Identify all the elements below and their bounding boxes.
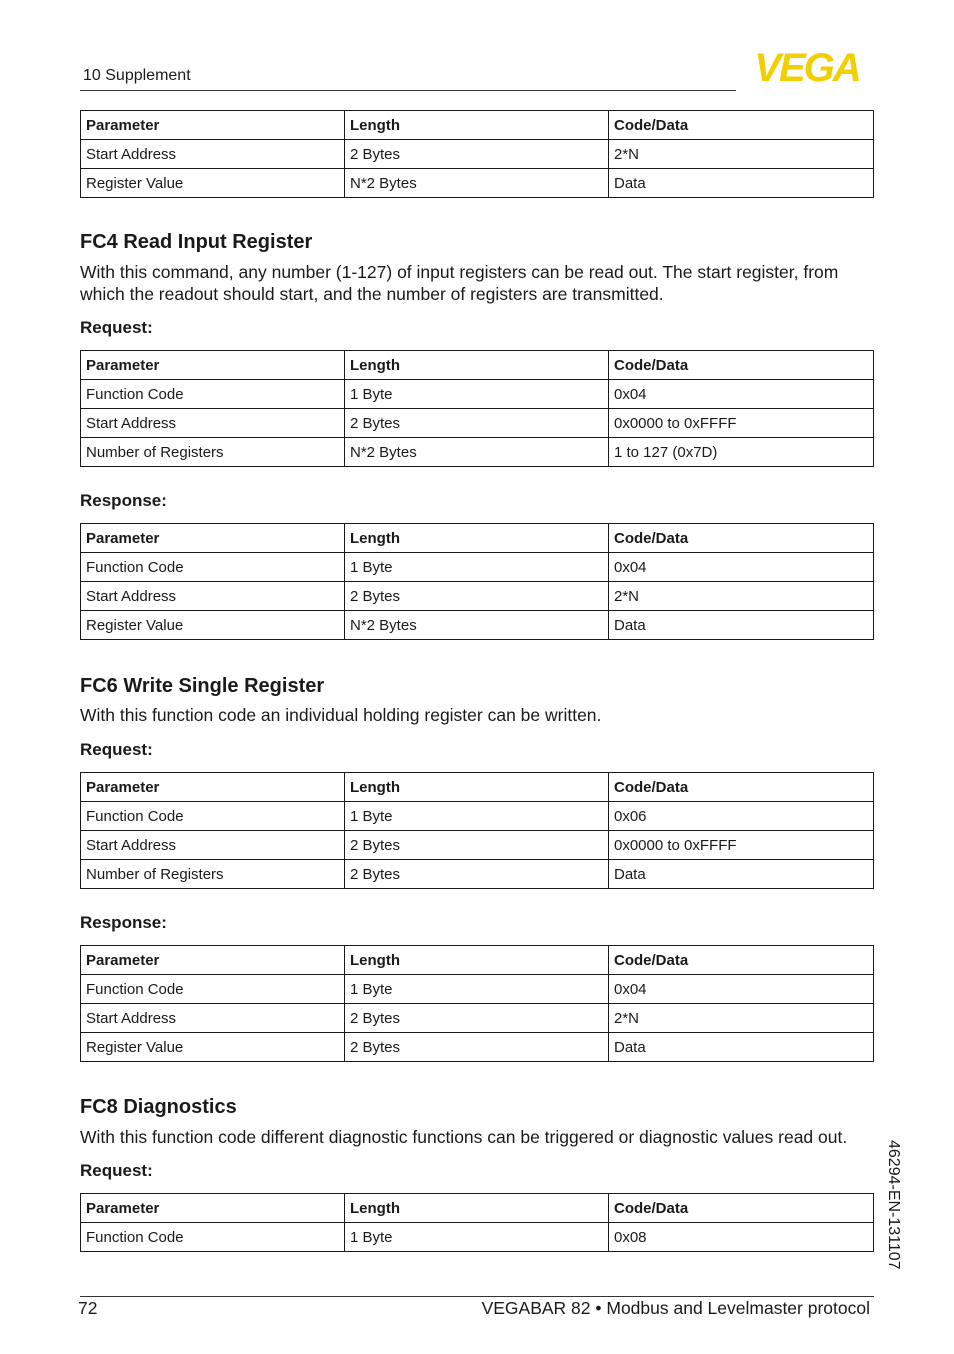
table-cell: 2 Bytes bbox=[345, 582, 609, 611]
table-header-row bbox=[81, 946, 874, 975]
table-cell: Register Value bbox=[81, 169, 345, 198]
fc6-request-label: Request: bbox=[80, 740, 153, 759]
column-header: Code/Data bbox=[609, 773, 874, 802]
table-cell: Start Address bbox=[81, 831, 345, 860]
table-cell: Function Code bbox=[81, 380, 345, 409]
table-cell: 1 to 127 (0x7D) bbox=[609, 438, 874, 467]
table-row bbox=[81, 802, 874, 831]
table-row bbox=[81, 409, 874, 438]
table-row bbox=[81, 831, 874, 860]
column-header: Length bbox=[345, 524, 609, 553]
table-cell: 2 Bytes bbox=[345, 1033, 609, 1062]
table-cell: Number of Registers bbox=[81, 860, 345, 889]
table-cell: Register Value bbox=[81, 611, 345, 640]
page-number: 72 bbox=[78, 1298, 98, 1318]
table-cell: 1 Byte bbox=[345, 1223, 609, 1252]
table-cell: 0x04 bbox=[609, 553, 874, 582]
fc4-response-table bbox=[80, 523, 874, 640]
table-row bbox=[81, 860, 874, 889]
table-row bbox=[81, 169, 874, 198]
column-header: Code/Data bbox=[609, 946, 874, 975]
column-header: Parameter bbox=[81, 351, 345, 380]
table-row bbox=[81, 975, 874, 1004]
table-cell: Function Code bbox=[81, 1223, 345, 1252]
table-cell: 2 Bytes bbox=[345, 831, 609, 860]
table-cell: N*2 Bytes bbox=[345, 611, 609, 640]
top-parameter-table bbox=[80, 110, 874, 198]
table-cell: Function Code bbox=[81, 802, 345, 831]
column-header: Parameter bbox=[81, 524, 345, 553]
column-header: Code/Data bbox=[609, 111, 874, 140]
table-cell: 2 Bytes bbox=[345, 860, 609, 889]
table-cell: 1 Byte bbox=[345, 553, 609, 582]
table-cell: 2*N bbox=[609, 582, 874, 611]
table-header-row bbox=[81, 1194, 874, 1223]
fc4-request-label: Request: bbox=[80, 318, 153, 337]
table-cell: Data bbox=[609, 860, 874, 889]
column-header: Code/Data bbox=[609, 524, 874, 553]
table-row bbox=[81, 380, 874, 409]
table-cell: 0x04 bbox=[609, 380, 874, 409]
table-cell: 1 Byte bbox=[345, 975, 609, 1004]
fc8-description: With this function code different diagnostic functions can be triggered or diagnostic values read out. bbox=[80, 1127, 848, 1147]
fc4-heading: FC4 Read Input Register bbox=[80, 231, 313, 253]
table-cell: 0x06 bbox=[609, 802, 874, 831]
column-header: Code/Data bbox=[609, 1194, 874, 1223]
fc6-request-table bbox=[80, 772, 874, 889]
table-cell: Start Address bbox=[81, 582, 345, 611]
table-cell: N*2 Bytes bbox=[345, 169, 609, 198]
table-cell: Start Address bbox=[81, 140, 345, 169]
table-cell: Function Code bbox=[81, 553, 345, 582]
table-cell: 2 Bytes bbox=[345, 409, 609, 438]
svg-text:VEGA: VEGA bbox=[754, 50, 860, 84]
fc4-description: With this command, any number (1-127) of input registers can be read out. The start register, from which the readout should start, and the number of registers are transmitted. bbox=[80, 262, 839, 304]
fc6-heading: FC6 Write Single Register bbox=[80, 675, 325, 697]
column-header: Parameter bbox=[81, 111, 345, 140]
table-cell: 0x04 bbox=[609, 975, 874, 1004]
table-cell: Data bbox=[609, 1033, 874, 1062]
table-cell: Start Address bbox=[81, 409, 345, 438]
table-row bbox=[81, 1223, 874, 1252]
fc8-heading: FC8 Diagnostics bbox=[80, 1096, 237, 1118]
header-divider bbox=[80, 90, 736, 91]
table-cell: 2 Bytes bbox=[345, 1004, 609, 1033]
table-row bbox=[81, 553, 874, 582]
table-header-row bbox=[81, 773, 874, 802]
table-cell: 1 Byte bbox=[345, 802, 609, 831]
column-header: Parameter bbox=[81, 1194, 345, 1223]
table-cell: Data bbox=[609, 611, 874, 640]
column-header: Length bbox=[345, 1194, 609, 1223]
table-cell: Register Value bbox=[81, 1033, 345, 1062]
fc6-response-table bbox=[80, 945, 874, 1062]
table-row bbox=[81, 582, 874, 611]
fc8-request-label: Request: bbox=[80, 1161, 153, 1180]
table-cell: Data bbox=[609, 169, 874, 198]
section-label: 10 Supplement bbox=[83, 67, 191, 84]
table-cell: N*2 Bytes bbox=[345, 438, 609, 467]
column-header: Length bbox=[345, 111, 609, 140]
table-cell: 2 Bytes bbox=[345, 140, 609, 169]
table-header-row bbox=[81, 351, 874, 380]
table-row bbox=[81, 1004, 874, 1033]
table-cell: Start Address bbox=[81, 1004, 345, 1033]
column-header: Length bbox=[345, 351, 609, 380]
fc4-request-table bbox=[80, 350, 874, 467]
table-row bbox=[81, 438, 874, 467]
column-header: Parameter bbox=[81, 946, 345, 975]
table-cell: Number of Registers bbox=[81, 438, 345, 467]
fc8-request-table bbox=[80, 1193, 874, 1252]
table-cell: 0x0000 to 0xFFFF bbox=[609, 831, 874, 860]
table-row bbox=[81, 1033, 874, 1062]
table-cell: 2*N bbox=[609, 140, 874, 169]
vega-logo bbox=[741, 50, 873, 84]
column-header: Code/Data bbox=[609, 351, 874, 380]
fc6-description: With this function code an individual holding register can be written. bbox=[80, 705, 602, 725]
table-header-row bbox=[81, 111, 874, 140]
footer-title: VEGABAR 82 • Modbus and Levelmaster protocol bbox=[481, 1298, 870, 1318]
table-cell: 1 Byte bbox=[345, 380, 609, 409]
table-row bbox=[81, 140, 874, 169]
document-id: 46294-EN-131107 bbox=[885, 1140, 902, 1270]
table-cell: Function Code bbox=[81, 975, 345, 1004]
table-header-row bbox=[81, 524, 874, 553]
fc4-response-label: Response: bbox=[80, 491, 167, 510]
column-header: Length bbox=[345, 773, 609, 802]
table-row bbox=[81, 611, 874, 640]
footer-divider bbox=[80, 1296, 874, 1297]
table-cell: 0x0000 to 0xFFFF bbox=[609, 409, 874, 438]
table-cell: 2*N bbox=[609, 1004, 874, 1033]
column-header: Parameter bbox=[81, 773, 345, 802]
fc6-response-label: Response: bbox=[80, 913, 167, 932]
table-cell: 0x08 bbox=[609, 1223, 874, 1252]
column-header: Length bbox=[345, 946, 609, 975]
